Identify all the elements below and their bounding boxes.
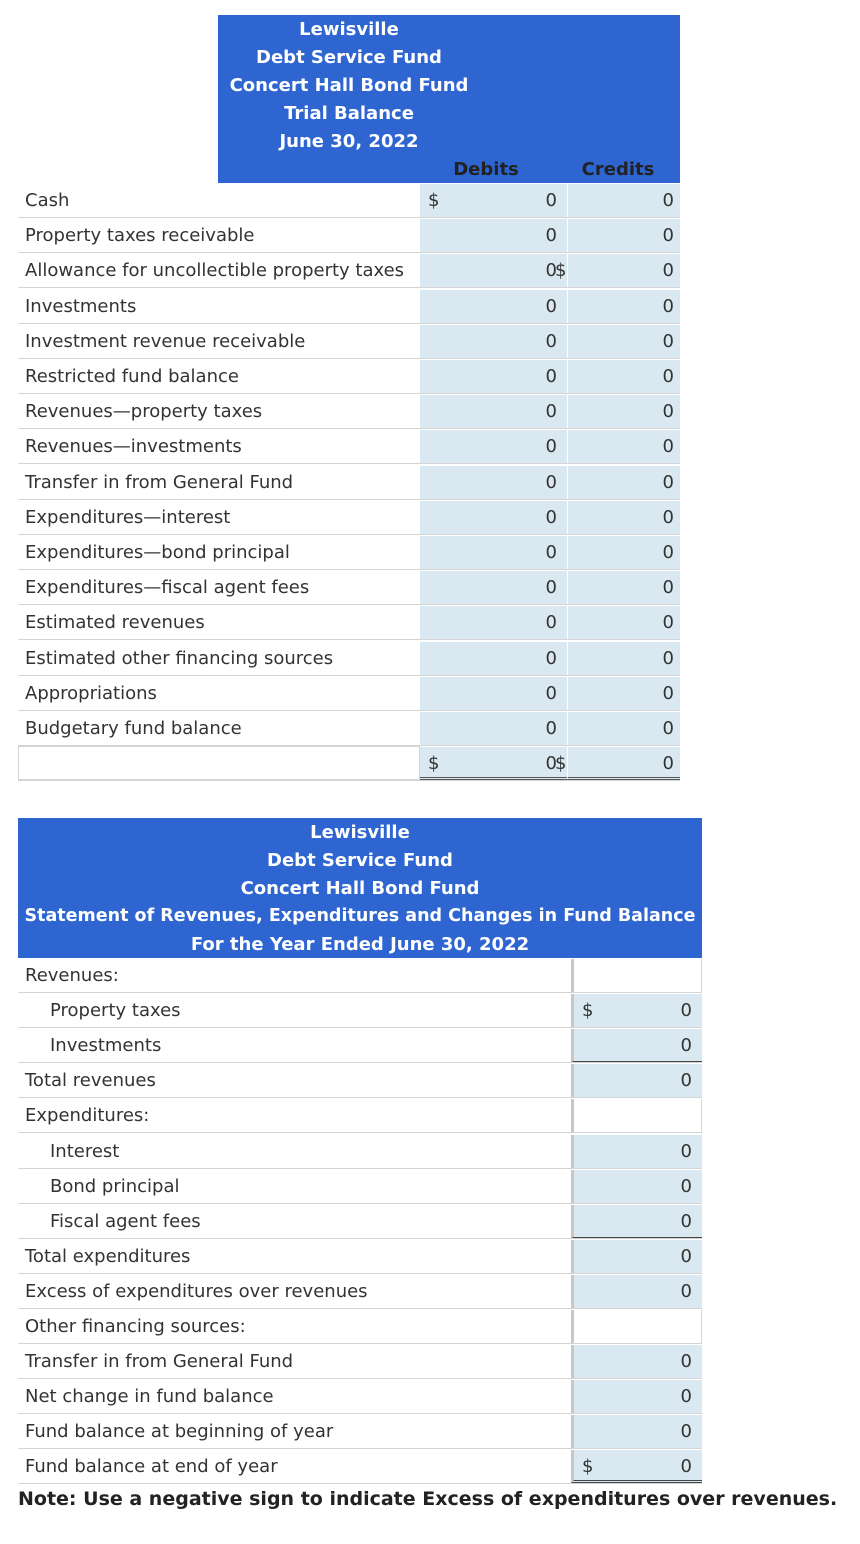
credit-value: 0 <box>662 225 674 246</box>
statement-row <box>18 1449 702 1484</box>
credit-input[interactable] <box>567 395 680 428</box>
amount-blank <box>571 1310 702 1343</box>
amount-blank <box>571 1099 702 1132</box>
trial-balance-header <box>218 15 680 183</box>
debit-value: 0 <box>545 612 557 633</box>
statement-label: Property taxes <box>50 1000 181 1021</box>
debit-value: 0 <box>545 296 557 317</box>
debit-input[interactable] <box>420 747 567 780</box>
statement-row <box>18 1344 702 1379</box>
tb-header-line: Concert Hall Bond Fund <box>229 75 469 96</box>
credit-input[interactable] <box>567 360 680 393</box>
credit-input[interactable] <box>567 536 680 569</box>
statement-label: Investments <box>50 1035 162 1056</box>
account-label: Appropriations <box>25 683 157 704</box>
debit-input[interactable] <box>420 430 567 463</box>
amount-input[interactable] <box>571 1205 702 1238</box>
amount-input[interactable] <box>571 1345 702 1378</box>
debit-value: 0 <box>545 507 557 528</box>
trial-balance-row <box>18 324 680 359</box>
statement-row <box>18 958 702 993</box>
credit-value: 0 <box>662 542 674 563</box>
credit-value: 0 <box>662 331 674 352</box>
amount-value: 0 <box>680 1211 692 1232</box>
statement-label: Total expenditures <box>25 1246 191 1267</box>
debit-input[interactable] <box>420 571 567 604</box>
credit-input[interactable] <box>567 571 680 604</box>
credit-value: 0 <box>662 718 674 739</box>
amount-blank <box>571 959 702 992</box>
debit-value: 0 <box>545 648 557 669</box>
account-label: Revenues—investments <box>25 436 242 457</box>
credit-input[interactable] <box>555 747 680 780</box>
credit-value: 0 <box>662 436 674 457</box>
trial-balance-row <box>18 289 680 324</box>
amount-value: 0 <box>680 1246 692 1267</box>
credit-value: 0 <box>662 260 674 281</box>
amount-input[interactable] <box>571 1135 702 1168</box>
credit-input[interactable] <box>567 501 680 534</box>
credit-input[interactable] <box>567 712 680 745</box>
tb-header-line: Lewisville <box>299 19 399 40</box>
currency-symbol: $ <box>582 1000 594 1021</box>
debit-input[interactable] <box>420 712 567 745</box>
credit-value: 0 <box>662 612 674 633</box>
debit-input[interactable] <box>420 184 567 217</box>
account-label: Estimated other financing sources <box>25 648 334 669</box>
account-label: Property taxes receivable <box>25 225 255 246</box>
debit-input[interactable] <box>420 395 567 428</box>
credit-input[interactable] <box>567 677 680 710</box>
currency-symbol: $ <box>555 260 567 281</box>
statement-row <box>18 1028 702 1063</box>
debit-input[interactable] <box>420 606 567 639</box>
tb-header-line: Debt Service Fund <box>256 47 442 68</box>
debit-input[interactable] <box>420 536 567 569</box>
statement-row <box>18 1063 702 1098</box>
amount-value: 0 <box>680 1070 692 1091</box>
debit-value: 0 <box>545 331 557 352</box>
credit-value: 0 <box>662 401 674 422</box>
debit-value: 0 <box>545 542 557 563</box>
stmt-header-line: Concert Hall Bond Fund <box>240 878 480 899</box>
amount-input[interactable] <box>571 1029 702 1062</box>
debit-value: 0 <box>545 753 557 774</box>
amount-value: 0 <box>680 1386 692 1407</box>
statement-row <box>18 993 702 1028</box>
statement-label: Expenditures: <box>25 1105 150 1126</box>
trial-balance-row <box>18 676 680 711</box>
trial-balance-row <box>18 218 680 253</box>
statement-label: Excess of expenditures over revenues <box>25 1281 368 1302</box>
debit-input[interactable] <box>420 642 567 675</box>
credit-input[interactable] <box>567 184 680 217</box>
credit-input[interactable] <box>567 325 680 358</box>
account-label: Transfer in from General Fund <box>25 472 294 493</box>
account-label: Expenditures—bond principal <box>25 542 290 563</box>
statement-label: Net change in fund balance <box>25 1386 274 1407</box>
debit-input[interactable] <box>420 466 567 499</box>
statement-row <box>18 1169 702 1204</box>
trial-balance-row <box>18 359 680 394</box>
account-label: Revenues—property taxes <box>25 401 263 422</box>
debit-input[interactable] <box>420 219 567 252</box>
debits-column-header: Debits <box>453 159 519 180</box>
amount-input[interactable] <box>571 994 702 1027</box>
account-label: Restricted fund balance <box>25 366 239 387</box>
stmt-header-line: For the Year Ended June 30, 2022 <box>190 934 530 955</box>
debit-value: 0 <box>545 366 557 387</box>
stmt-header-line: Debt Service Fund <box>267 850 453 871</box>
statement-row <box>18 1414 702 1449</box>
debit-value: 0 <box>545 401 557 422</box>
trial-balance-row <box>18 253 680 288</box>
tb-header-line: June 30, 2022 <box>279 131 419 152</box>
statement-row <box>18 1309 702 1344</box>
amount-input[interactable] <box>571 1064 702 1097</box>
debit-input[interactable] <box>420 254 567 287</box>
statement-label: Fiscal agent fees <box>50 1211 201 1232</box>
statement-header <box>18 818 702 958</box>
debit-value: 0 <box>545 472 557 493</box>
credit-value: 0 <box>662 753 674 774</box>
trial-balance-row <box>18 535 680 570</box>
account-label: Investment revenue receivable <box>25 331 306 352</box>
account-label: Allowance for uncollectible property taxes <box>25 260 405 281</box>
account-label: Budgetary fund balance <box>25 718 242 739</box>
trial-balance-total-row <box>18 746 680 781</box>
statement-row <box>18 1204 702 1239</box>
statement-label: Revenues: <box>25 965 119 986</box>
debit-input[interactable] <box>420 360 567 393</box>
trial-balance-row <box>18 465 680 500</box>
amount-value: 0 <box>680 1000 692 1021</box>
statement-row <box>18 1274 702 1309</box>
stmt-header-line: Statement of Revenues, Expenditures and Changes in Fund Balance <box>24 906 696 926</box>
statement-label: Fund balance at beginning of year <box>25 1421 334 1442</box>
debit-input[interactable] <box>420 325 567 358</box>
statement-row <box>18 1239 702 1274</box>
account-label: Investments <box>25 296 137 317</box>
amount-input[interactable] <box>571 1240 702 1273</box>
statement-row <box>18 1379 702 1414</box>
debit-value: 0 <box>545 225 557 246</box>
amount-value: 0 <box>680 1421 692 1442</box>
currency-symbol: $ <box>428 190 440 211</box>
amount-input[interactable] <box>571 1170 702 1203</box>
credit-input[interactable] <box>555 254 680 287</box>
amount-value: 0 <box>680 1281 692 1302</box>
amount-input[interactable] <box>571 1380 702 1413</box>
amount-input[interactable] <box>571 1450 702 1483</box>
trial-balance-row <box>18 570 680 605</box>
currency-symbol: $ <box>428 753 440 774</box>
statement-row <box>18 1098 702 1133</box>
credit-input[interactable] <box>567 430 680 463</box>
debit-input[interactable] <box>420 677 567 710</box>
account-label: Cash <box>25 190 70 211</box>
credit-value: 0 <box>662 366 674 387</box>
credit-value: 0 <box>662 190 674 211</box>
trial-balance-row <box>18 500 680 535</box>
debit-input[interactable] <box>420 501 567 534</box>
credit-value: 0 <box>662 507 674 528</box>
amount-input[interactable] <box>571 1275 702 1308</box>
stmt-header-line: Lewisville <box>310 822 410 843</box>
debit-value: 0 <box>545 436 557 457</box>
credit-input[interactable] <box>567 466 680 499</box>
statement-label: Fund balance at end of year <box>25 1456 278 1477</box>
debit-value: 0 <box>545 718 557 739</box>
amount-input[interactable] <box>571 1415 702 1448</box>
amount-value: 0 <box>680 1456 692 1477</box>
credit-value: 0 <box>662 577 674 598</box>
account-label: Estimated revenues <box>25 612 205 633</box>
amount-value: 0 <box>680 1141 692 1162</box>
credits-column-header: Credits <box>581 159 655 180</box>
credit-value: 0 <box>662 296 674 317</box>
amount-value: 0 <box>680 1035 692 1056</box>
trial-balance-row <box>18 394 680 429</box>
trial-balance-row <box>18 429 680 464</box>
account-label: Expenditures—interest <box>25 507 231 528</box>
currency-symbol: $ <box>582 1456 594 1477</box>
tb-header-line: Trial Balance <box>284 103 414 124</box>
trial-balance-row <box>18 641 680 676</box>
trial-balance-row <box>18 711 680 746</box>
statement-label: Interest <box>50 1141 120 1162</box>
credit-input[interactable] <box>567 219 680 252</box>
statement-label: Other financing sources: <box>25 1316 246 1337</box>
debit-value: 0 <box>545 190 557 211</box>
amount-value: 0 <box>680 1176 692 1197</box>
debit-value: 0 <box>545 577 557 598</box>
trial-balance-row <box>18 183 680 218</box>
debit-value: 0 <box>545 260 557 281</box>
credit-value: 0 <box>662 683 674 704</box>
credit-input[interactable] <box>567 606 680 639</box>
statement-label: Transfer in from General Fund <box>25 1351 294 1372</box>
credit-value: 0 <box>662 648 674 669</box>
credit-input[interactable] <box>567 642 680 675</box>
credit-input[interactable] <box>567 290 680 323</box>
credit-value: 0 <box>662 472 674 493</box>
debit-value: 0 <box>545 683 557 704</box>
account-label <box>18 746 420 780</box>
trial-balance-row <box>18 605 680 640</box>
statement-label: Bond principal <box>50 1176 180 1197</box>
currency-symbol: $ <box>555 753 567 774</box>
debit-input[interactable] <box>420 290 567 323</box>
statement-label: Total revenues <box>25 1070 156 1091</box>
account-label: Expenditures—fiscal agent fees <box>25 577 310 598</box>
statement-row <box>18 1134 702 1169</box>
amount-value: 0 <box>680 1351 692 1372</box>
instruction-note: Note: Use a negative sign to indicate Excess of expenditures over revenues. <box>18 1488 838 1510</box>
